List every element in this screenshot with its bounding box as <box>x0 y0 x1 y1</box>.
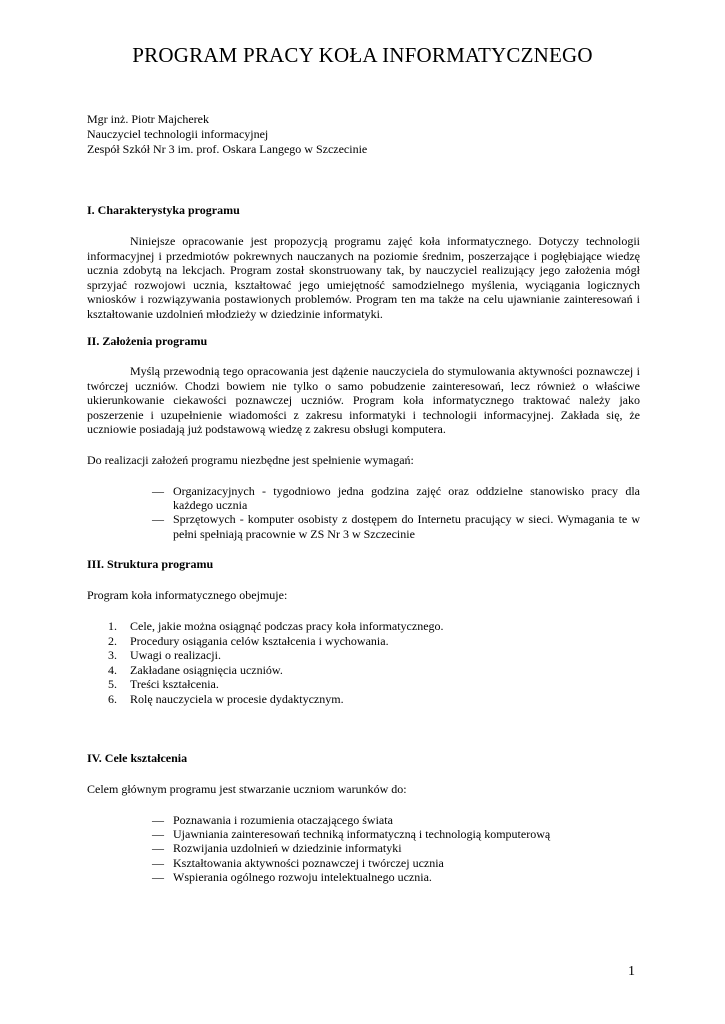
section-4-heading: IV. Cele kształcenia <box>87 751 188 765</box>
dash-bullet: — <box>152 841 164 856</box>
list-item: — Kształtowania aktywności poznawczej i twórczej ucznia <box>152 855 444 870</box>
section-2-paragraph: Myślą przewodnią tego opracowania jest dążenie nauczyciela do stymulowania aktywności poznawczej i twórczej uczniów. Chodzi bowiem nie tylko o samo pobudzenie zainteresowań, lecz również o właściwe ukierunkowanie ciekawości poznawczej uczniów. Program koła informatycznego traktować należy jako poszerzenie i uzupełnienie wiadomości z zakresu informatyki i technologii informacyjnej. Zakłada się, że uczniowie posiadają już podstawową wiedzę z zakresu obsługi komputera. <box>87 364 640 437</box>
section-2-heading: II. Założenia programu <box>87 334 208 348</box>
author-school: Zespół Szkół Nr 3 im. prof. Oskara Langego w Szczecinie <box>87 142 368 157</box>
list-item: — Organizacyjnych - tygodniowo jedna godzina zajęć oraz oddzielne stanowisko pracy dla każdego ucznia <box>152 484 640 513</box>
dash-bullet: — <box>152 813 164 827</box>
dash-bullet: — <box>152 512 164 527</box>
list-item: 5. Treści kształcenia. <box>108 677 219 692</box>
section-2-intro: Do realizacji założeń programu niezbędne jest spełnienie wymagań: <box>87 453 414 467</box>
dash-bullet: — <box>152 869 164 884</box>
page-number: 1 <box>628 964 635 979</box>
author-name: Mgr inż. Piotr Majcherek <box>87 112 209 126</box>
dash-bullet: — <box>152 484 164 498</box>
list-item: 2. Procedury osiągania celów kształcenia i wychowania. <box>108 633 389 648</box>
dash-bullet: — <box>152 827 164 842</box>
section-1-heading: I. Charakterystyka programu <box>87 203 240 217</box>
dash-bullet: — <box>152 855 164 870</box>
list-item: — Poznawania i rozumienia otaczającego świata <box>152 813 393 827</box>
section-1-paragraph: Niniejsze opracowanie jest propozycją programu zajęć koła informatycznego. Dotyczy technologii informacyjnej i przedmiotów pokrewnych nauczanych na poziomie średnim, poszerzające i pogłębiające wiedzę ucznia zdobytą na lekcjach. Program został skonstruowany tak, by nauczyciel realizujący jego założenia mógł sprzyjać rozwojowi ucznia, kształtować jego umiejętność samodzielnego myślenia, wyciągania logicznych wniosków i rozwiązywania postawionych problemów. Program ten ma także na celu ujawnianie zainteresowań i kształtowanie uzdolnień młodzieży w dziedzinie informatyki. <box>87 234 640 321</box>
list-item: — Wspierania ogólnego rozwoju intelektualnego ucznia. <box>152 869 432 884</box>
section-3-heading: III. Struktura programu <box>87 557 214 571</box>
list-item: 4. Zakładane osiągnięcia uczniów. <box>108 662 283 677</box>
list-item: — Sprzętowych - komputer osobisty z dostępem do Internetu pracujący w sieci. Wymagania te w pełni spełniają pracownie w ZS Nr 3 w Szczecinie <box>152 512 640 541</box>
list-item: — Rozwijania uzdolnień w dziedzinie informatyki <box>152 841 402 856</box>
structure-list <box>108 619 628 707</box>
list-item: — Ujawniania zainteresowań techniką informatyczną i technologią komputerową <box>152 827 551 842</box>
author-block <box>87 112 367 158</box>
section-3-intro: Program koła informatycznego obejmuje: <box>87 588 288 602</box>
list-item: 3. Uwagi o realizacji. <box>108 648 221 663</box>
requirements-list <box>152 484 640 541</box>
goals-list <box>152 813 640 884</box>
list-item: 6. Rolę nauczyciela w procesie dydaktycznym. <box>108 691 344 706</box>
list-item: 1. Cele, jakie można osiągnąć podczas pracy koła informatycznego. <box>108 619 444 633</box>
page-title: PROGRAM PRACY KOŁA INFORMATYCZNEGO <box>132 43 593 67</box>
author-role: Nauczyciel technologii informacyjnej <box>87 127 269 142</box>
section-4-intro: Celem głównym programu jest stwarzanie uczniom warunków do: <box>87 782 407 796</box>
